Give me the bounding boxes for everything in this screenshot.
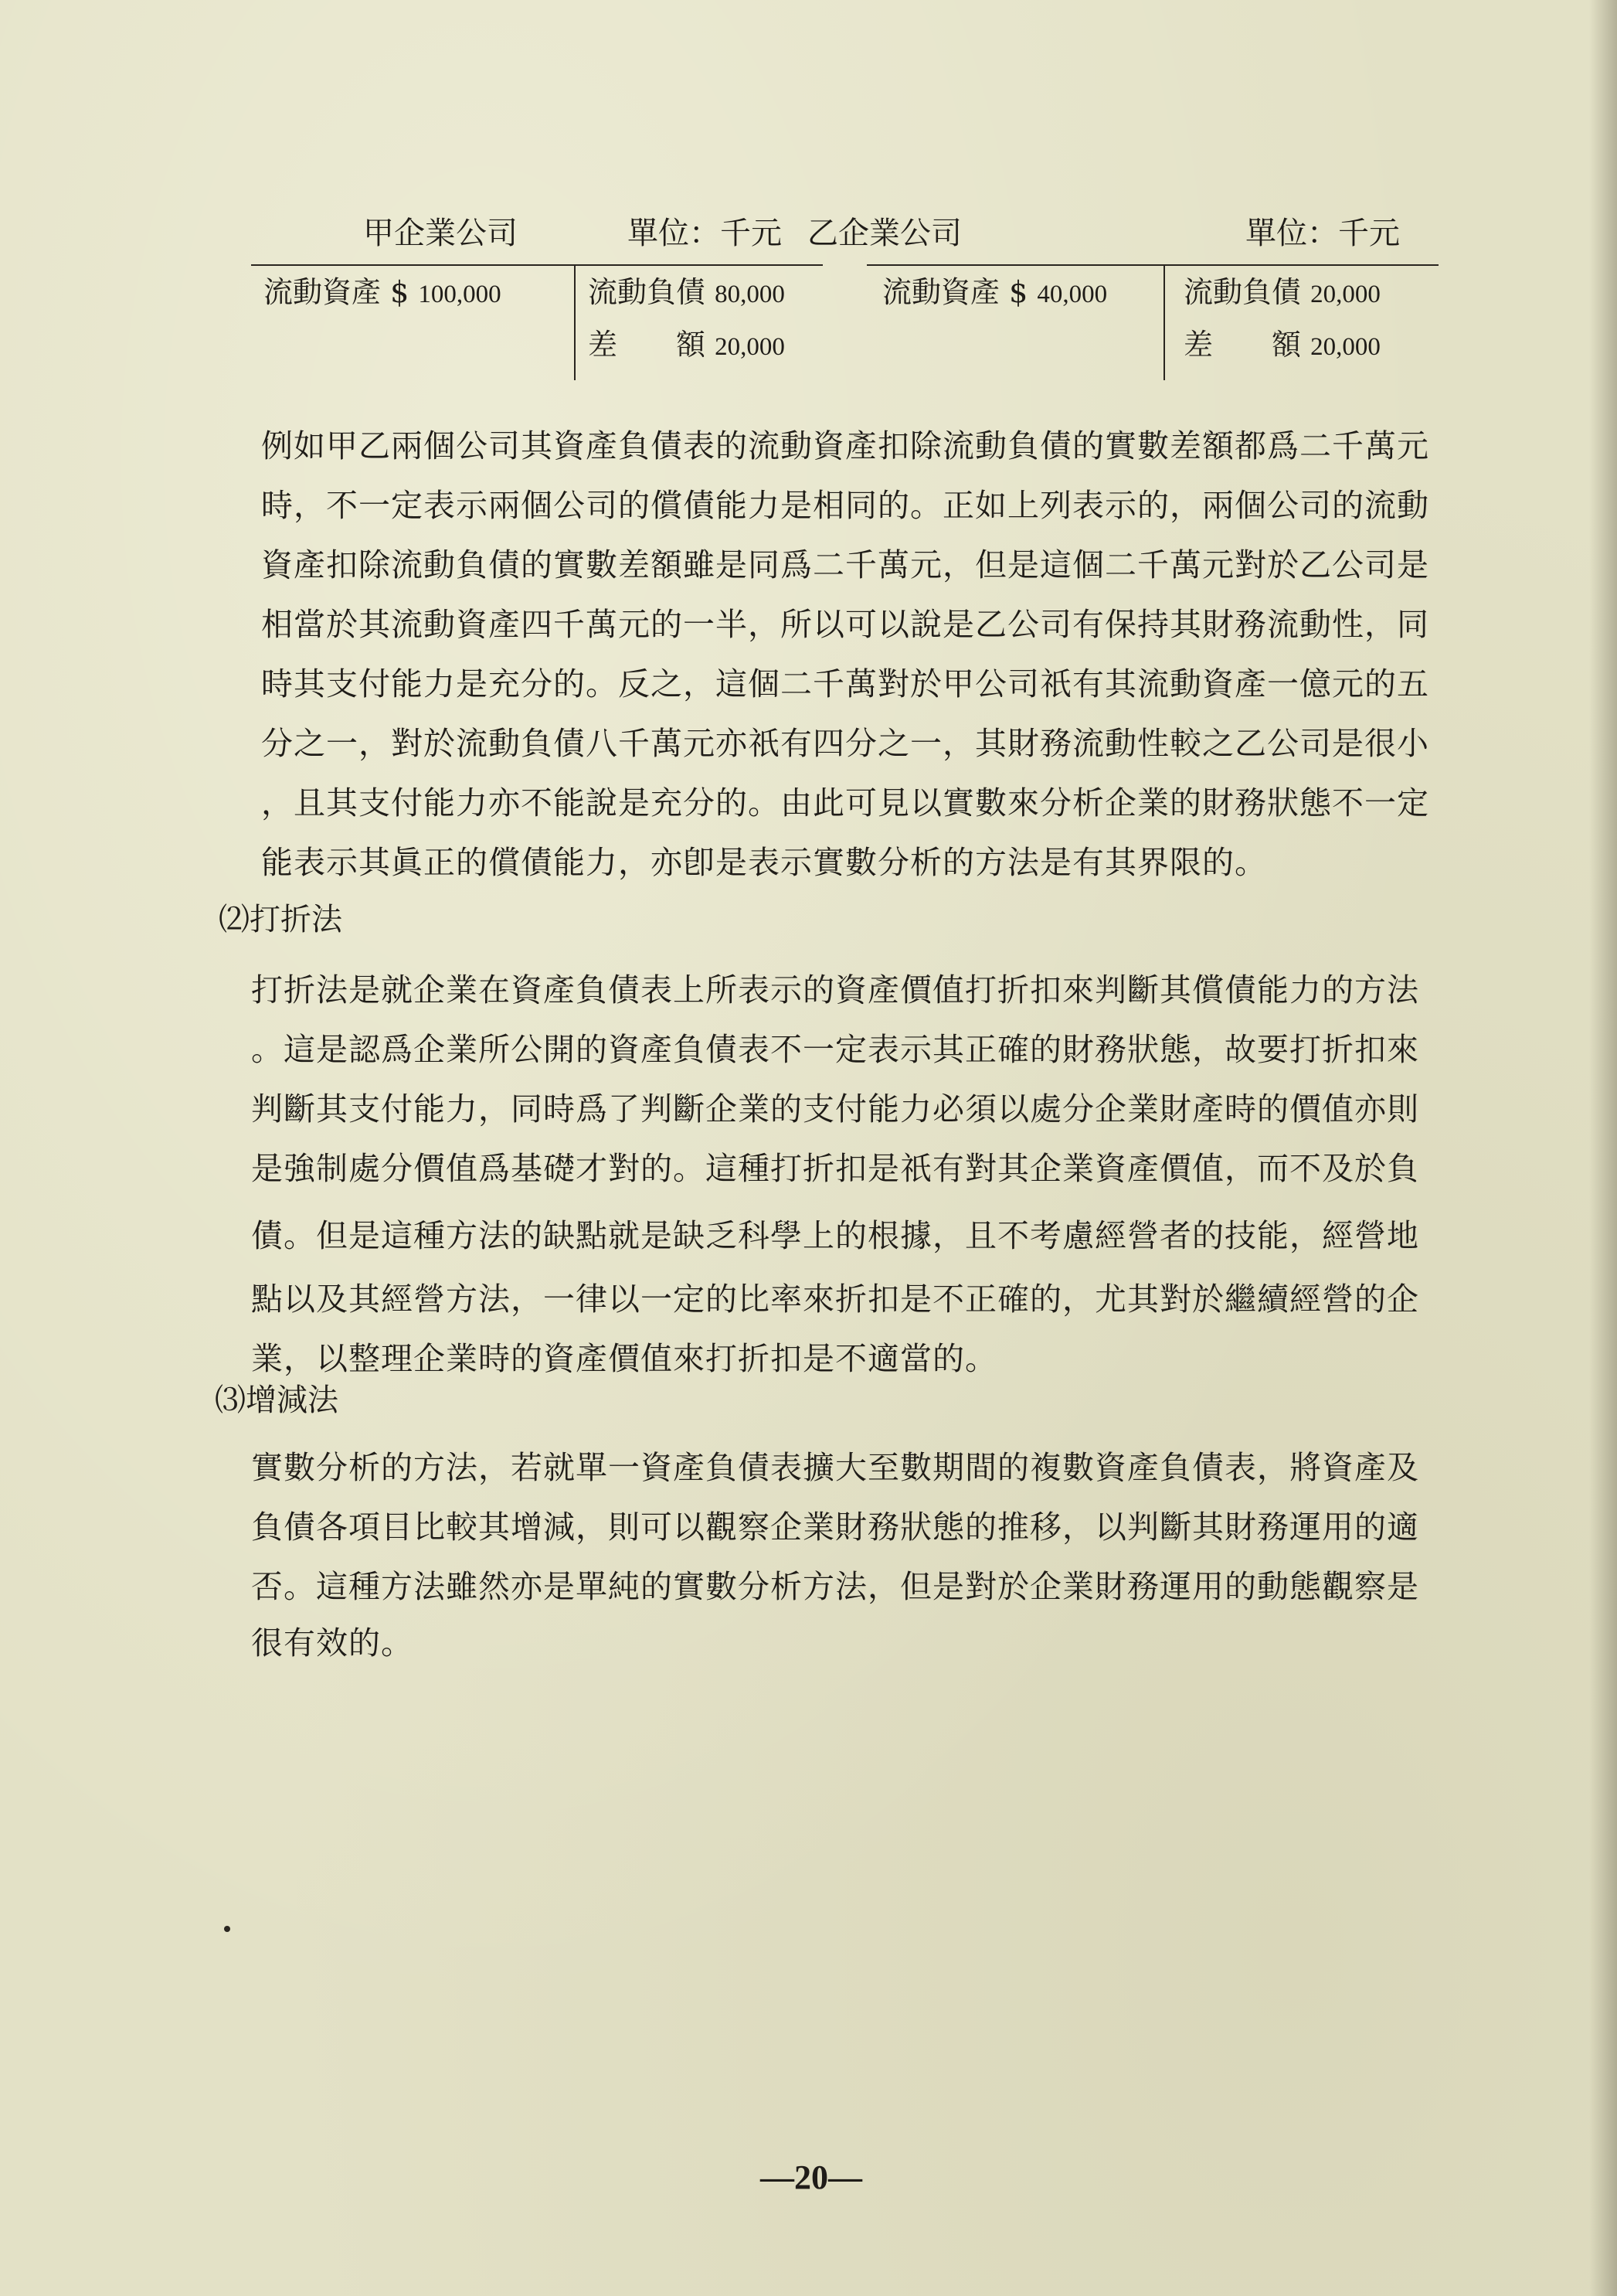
paragraph3-line: 負債各項目比較其增減，則可以觀察企業財務狀態的推移，以判斷其財務運用的適 (251, 1509, 1419, 1546)
paragraph2-line: 。這是認爲企業所公開的資產負債表不一定表示其正確的財務狀態，故要打折扣來 (251, 1031, 1419, 1068)
section-heading-discount-method: ⑵打折法 (219, 902, 342, 937)
right-assets-cell (882, 269, 1107, 318)
paragraph1-line: 時，不一定表示兩個公司的償債能力是相同的。正如上列表示的，兩個公司的流動 (261, 487, 1429, 524)
left-difference-cell (588, 321, 785, 370)
paragraph2-line: 點以及其經營方法，一律以一定的比率來折扣是不正確的，尤其對於繼續經營的企 (251, 1281, 1419, 1318)
section-heading-increase-decrease-method: ⑶增減法 (215, 1383, 338, 1418)
paragraph2-line: 判斷其支付能力，同時爲了判斷企業的支付能力必須以處分企業財產時的價值亦則 (251, 1090, 1419, 1128)
paragraph1-line: 資產扣除流動負債的實數差額雖是同爲二千萬元，但是這個二千萬元對於乙公司是 (261, 546, 1429, 583)
right-assets-value: 40,000 (1037, 281, 1108, 308)
right-difference-label: 差 額 (1184, 328, 1311, 362)
paragraph1-line: 時其支付能力是充分的。反之，這個二千萬對於甲公司祇有其流動資產一億元的五 (261, 665, 1429, 702)
left-table-divider (574, 264, 576, 380)
paragraph2-line: 業，以整理企業時的資產價值來打折扣是不適當的。 (251, 1340, 997, 1377)
right-difference-value: 20,000 (1310, 333, 1381, 361)
left-assets-value: 100,000 (418, 281, 501, 308)
right-liabilities-cell (1184, 269, 1381, 318)
paragraph1-line: 例如甲乙兩個公司其資產負債表的流動資產扣除流動負債的實數差額都爲二千萬元 (261, 427, 1429, 464)
paragraph3-line: 實數分析的方法，若就單一資產負債表擴大至數期間的複數資產負債表，將資產及 (251, 1449, 1419, 1486)
right-difference-cell (1184, 321, 1381, 370)
ink-dot (224, 1926, 230, 1932)
paragraph3-line: 否。這種方法雖然亦是單純的實數分析方法，但是對於企業財務運用的動態觀察是 (251, 1568, 1419, 1605)
right-table-company: 乙企業公司 (807, 216, 962, 251)
left-assets-label: 流動資產 $ (263, 275, 419, 309)
right-table-unit: 單位：千元 (1245, 216, 1400, 251)
left-liabilities-value: 80,000 (715, 281, 785, 308)
right-liabilities-label: 流動負債 (1184, 275, 1311, 309)
page-number: —20— (760, 2158, 862, 2196)
right-balance-table (867, 264, 1439, 380)
paragraph1-line: 相當於其流動資產四千萬元的一半，所以可以說是乙公司有保持其財務流動性，同 (261, 606, 1429, 643)
left-table-company: 甲企業公司 (363, 216, 518, 251)
right-table-rule (867, 264, 1439, 266)
paragraph1-line: 能表示其眞正的償債能力，亦卽是表示實數分析的方法是有其界限的。 (261, 844, 1267, 881)
left-assets-cell (263, 269, 501, 318)
paragraph2-line: 債。但是這種方法的缺點就是缺乏科學上的根據，且不考慮經營者的技能，經營地 (251, 1217, 1419, 1254)
left-table-unit: 單位：千元 (627, 216, 782, 251)
left-difference-label: 差 額 (588, 328, 715, 362)
left-table-rule (251, 264, 823, 266)
left-liabilities-cell (588, 269, 785, 318)
left-liabilities-label: 流動負債 (588, 275, 715, 309)
paragraph1-line: 分之一，對於流動負債八千萬元亦祇有四分之一，其財務流動性較之乙公司是很小 (261, 725, 1429, 762)
paragraph1-line: ，且其支付能力亦不能說是充分的。由此可見以實數來分析企業的財務狀態不一定 (261, 784, 1429, 821)
paragraph2-line: 是強制處分價值爲基礎才對的。這種打折扣是祇有對其企業資產價值，而不及於負 (251, 1150, 1419, 1187)
left-difference-value: 20,000 (715, 333, 785, 361)
page-edge-shadow (1589, 0, 1617, 2296)
paragraph2-line: 打折法是就企業在資產負債表上所表示的資產價值打折扣來判斷其償債能力的方法 (251, 971, 1419, 1009)
right-liabilities-value: 20,000 (1310, 281, 1381, 308)
right-assets-label: 流動資產 $ (882, 275, 1038, 309)
left-balance-table (251, 264, 823, 380)
paragraph3-line: 很有效的。 (251, 1624, 413, 1662)
right-table-divider (1163, 264, 1165, 380)
